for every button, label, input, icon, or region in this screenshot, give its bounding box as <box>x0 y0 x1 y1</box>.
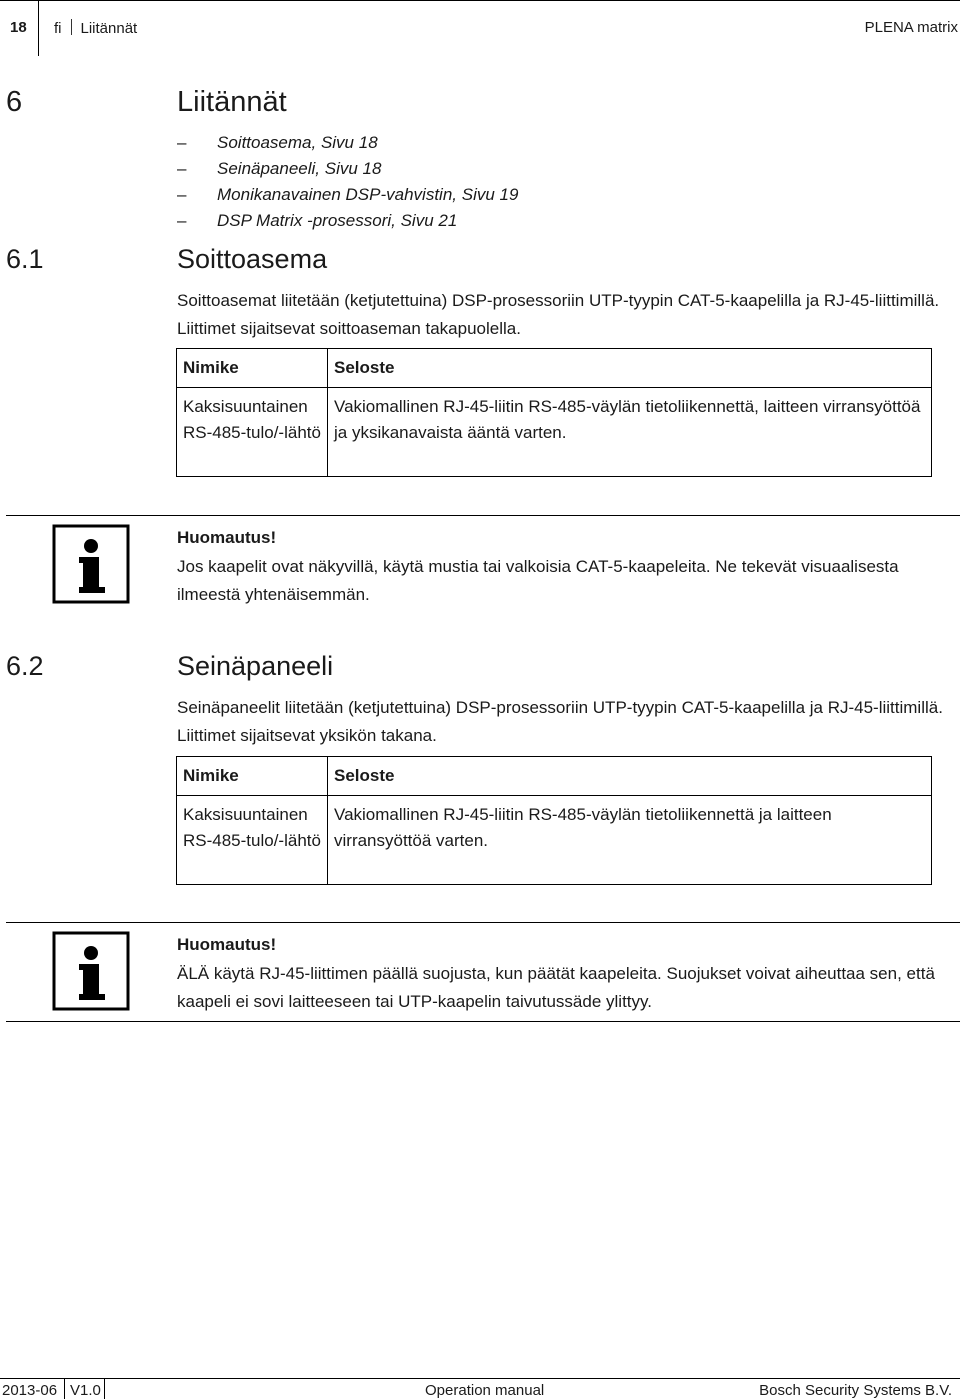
table-cell: Vakiomallinen RJ-45-liitin RS-485-väylän tietoliikennettä ja laitteen virransyöttöä varten. <box>328 796 932 885</box>
footer-rule <box>0 1378 960 1379</box>
toc-item[interactable]: – Soittoasema, Sivu 18 <box>177 133 378 152</box>
section-title: Seinäpaneeli <box>177 651 334 681</box>
toc-item[interactable]: – DSP Matrix -prosessori, Sivu 21 <box>177 211 458 230</box>
footer-version: V1.0 <box>70 1382 101 1399</box>
note-title: Huomautus! <box>177 935 277 954</box>
page-number: 18 <box>10 19 27 36</box>
note-rule <box>6 1021 960 1022</box>
header-divider <box>38 0 39 56</box>
section-number: 6.2 <box>6 651 44 681</box>
table-header: Seloste <box>328 349 932 388</box>
table-header: Nimike <box>177 757 328 796</box>
footer-doc-type: Operation manual <box>425 1382 545 1399</box>
header-lang: fi <box>54 20 62 37</box>
table-row <box>177 796 932 885</box>
header-rule <box>0 0 960 1</box>
footer-company: Bosch Security Systems B.V. <box>759 1382 952 1399</box>
table-cell: Vakiomallinen RJ-45-liitin RS-485-väylän tietoliikennettä, laitteen virransyöttöä ja yksikanavaista ääntä varten. <box>328 388 932 477</box>
note-title: Huomautus! <box>177 528 277 547</box>
connector-table <box>176 756 932 885</box>
table-cell: Kaksisuuntainen RS-485-tulo/-lähtö <box>177 388 328 477</box>
table-row <box>177 388 932 477</box>
table-header: Seloste <box>328 757 932 796</box>
chapter-number: 6 <box>6 86 23 118</box>
section-paragraph: Soittoasemat liitetään (ketjutettuina) DSP-prosessoriin UTP-tyypin CAT-5-kaapelilla ja RJ-45-liittimillä. Liittimet sijaitsevat soittoaseman takapuolella. <box>177 291 940 338</box>
section-number: 6.1 <box>6 244 44 274</box>
header-section-title: Liitännät <box>80 20 138 37</box>
note-rule <box>6 515 960 516</box>
chapter-title: Liitännät <box>177 86 287 118</box>
toc-item[interactable]: – Seinäpaneeli, Sivu 18 <box>177 159 382 178</box>
note-rule <box>6 922 960 923</box>
header-bar <box>71 19 72 35</box>
table-header: Nimike <box>177 349 328 388</box>
connector-table <box>176 348 932 477</box>
footer-divider <box>64 1378 65 1399</box>
note-text: Jos kaapelit ovat näkyvillä, käytä mustia tai valkoisia CAT-5-kaapeleita. Ne tekevät visuaalisesta ilmeestä yhtenäisemmän. <box>177 557 899 604</box>
section-paragraph: Seinäpaneelit liitetään (ketjutettuina) DSP-prosessoriin UTP-tyypin CAT-5-kaapelilla ja RJ-45-liittimillä. Liittimet sijaitsevat yksikön takana. <box>177 698 943 745</box>
info-icon <box>52 931 130 1011</box>
toc-item[interactable]: – Monikanavainen DSP-vahvistin, Sivu 19 <box>177 185 519 204</box>
header-section <box>54 19 137 37</box>
footer-date: 2013-06 <box>2 1382 58 1399</box>
section-title: Soittoasema <box>177 244 328 274</box>
table-cell: Kaksisuuntainen RS-485-tulo/-lähtö <box>177 796 328 885</box>
info-icon <box>52 524 130 604</box>
note-text: ÄLÄ käytä RJ-45-liittimen päällä suojusta, kun päätät kaapeleita. Suojukset voivat aiheuttaa sen, että kaapeli ei sovi laitteeseen tai UTP-kaapelin taivutussäde ylittyy. <box>177 964 935 1011</box>
footer-divider <box>104 1378 105 1399</box>
header-product: PLENA matrix <box>864 19 958 36</box>
